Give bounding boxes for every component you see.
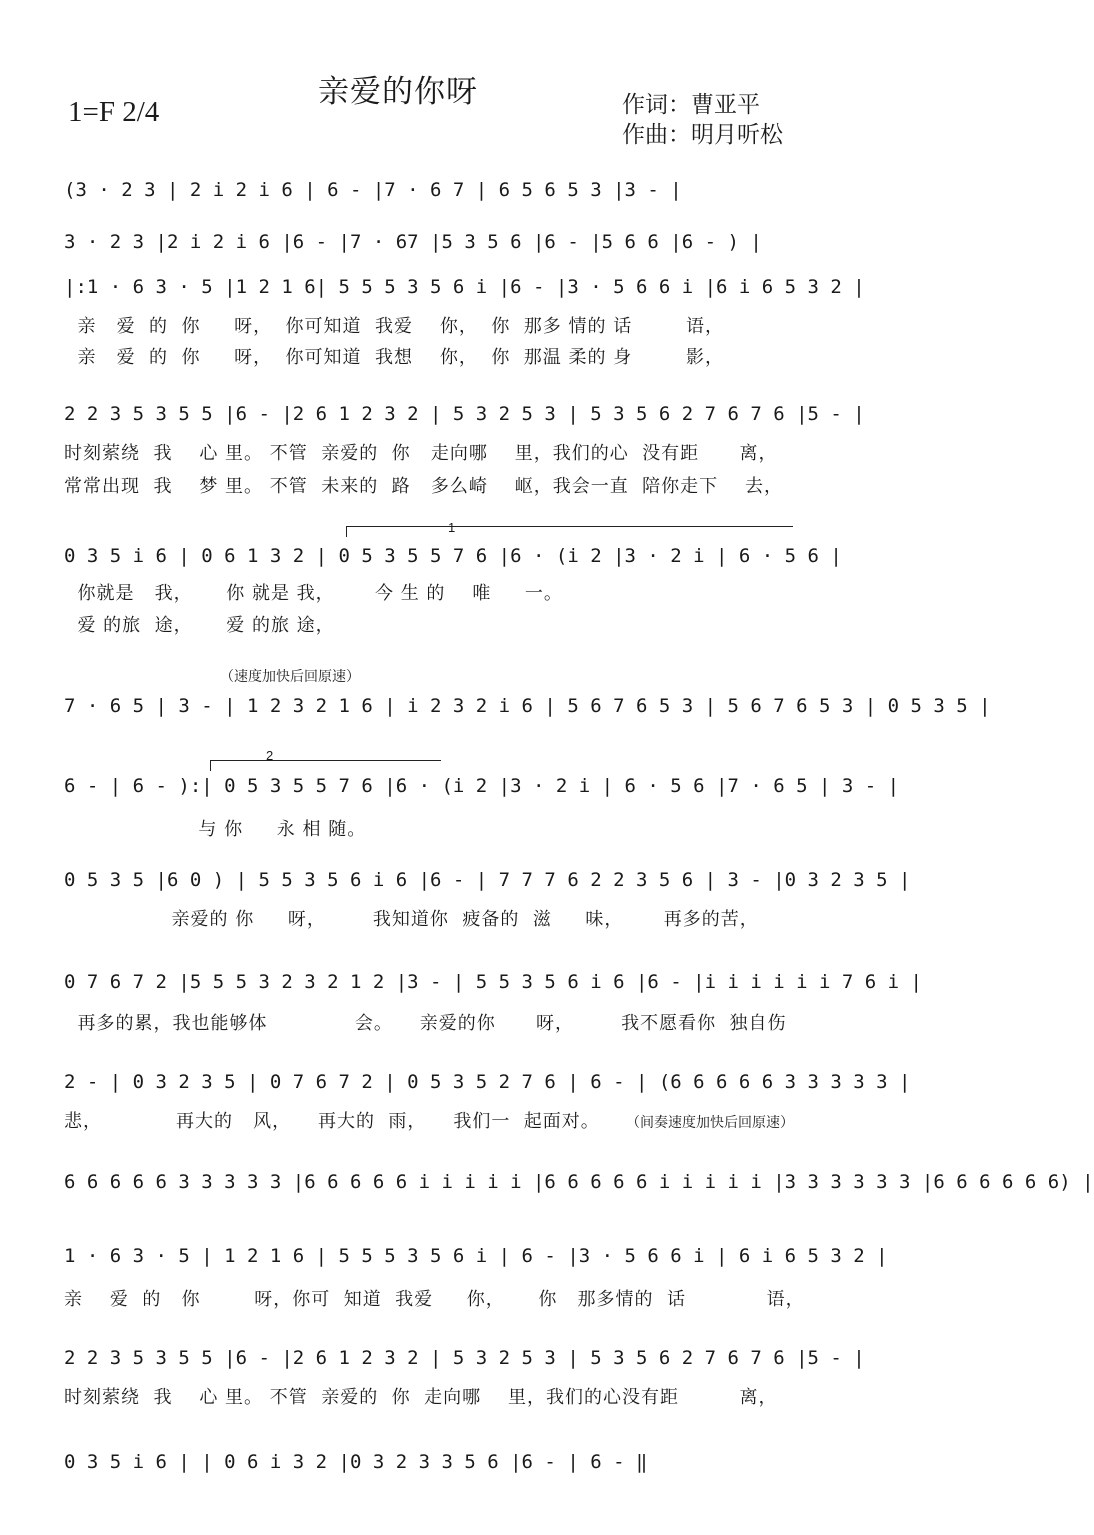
interlude-tempo-note: （间奏速度加快后回原速） [626, 1115, 794, 1131]
volta-bracket-1 [346, 526, 793, 537]
notation-line-5: 0 3 5 i 6 | 0 6 1 3 2 | 0 5 3 5 5 7 6 |6 · (i 2 |3 · 2 i | 6 · 5 6 | [64, 545, 842, 567]
lyric-line-11: 亲 爱 的 你 呀，你可 知道 我爱 你， 你 那多情的 话 语， [64, 1289, 805, 1310]
notation-line-7: 6 - | 6 - ):| 0 5 3 5 5 7 6 |6 · (i 2 |3 · 2 i | 6 · 5 6 |7 · 6 5 | 3 - | [64, 775, 900, 797]
composer-credit: 作曲：明月听松 [622, 122, 783, 148]
volta-number-2: 2 [266, 748, 274, 763]
lyric-line-9: 再多的累，我也能够体 会。 亲爱的你 呀， 我不愿看你 独自伤 [64, 1013, 787, 1034]
notation-line-13: 2 2 3 5 3 5 5 |6 - |2 6 1 2 3 2 | 5 3 2 5 3 | 5 3 5 6 2 7 6 7 6 |5 - | [64, 1347, 865, 1369]
lyricist-credit: 作词：曹亚平 [622, 92, 760, 118]
volta-bracket-2 [210, 760, 441, 771]
tempo-change-note: （速度加快后回原速） [220, 669, 360, 685]
notation-line-14: 0 3 5 i 6 | | 0 6 i 3 2 |0 3 2 3 3 5 6 |6 - | 6 - ‖ [64, 1451, 648, 1473]
notation-line-9: 0 7 6 7 2 |5 5 5 3 2 3 2 1 2 |3 - | 5 5 3 5 6 i 6 |6 - |i i i i i i 7 6 i | [64, 971, 922, 993]
notation-line-11: 6 6 6 6 6 3 3 3 3 3 |6 6 6 6 6 i i i i i |6 6 6 6 6 i i i i i |3 3 3 3 3 3 |6 6 6 6 6 6) | [64, 1171, 1094, 1193]
notation-line-12: 1 · 6 3 · 5 | 1 2 1 6 | 5 5 5 3 5 6 i | 6 - |3 · 5 6 6 i | 6 i 6 5 3 2 | [64, 1245, 888, 1267]
notation-line-8: 0 5 3 5 |6 0 ) | 5 5 3 5 6 i 6 |6 - | 7 7 7 6 2 2 3 5 6 | 3 - |0 3 2 3 5 | [64, 869, 911, 891]
lyric-line-7: 与 你 永 相 随。 [64, 819, 367, 840]
notation-line-6: 7 · 6 5 | 3 - | 1 2 3 2 1 6 | i 2 3 2 i 6 | 5 6 7 6 5 3 | 5 6 7 6 5 3 | 0 5 3 5 | [64, 695, 991, 717]
song-title: 亲爱的你呀 [318, 74, 478, 110]
notation-line-1: (3 · 2 3 | 2 i 2 i 6 | 6 - |7 · 6 7 | 6 5 6 5 3 |3 - | [64, 179, 682, 201]
lyric-line-3: 时刻萦绕 我 心 里。 不管 亲爱的 你 走向哪 里，我们的心 没有距 离， [64, 443, 778, 464]
key-signature: 1=F 2/4 [68, 96, 160, 128]
lyric-line-5: 你就是 我， 你 就是 我， 今 生 的 唯 一。 [64, 583, 563, 604]
notation-line-3: |:1 · 6 3 · 5 |1 2 1 6| 5 5 5 3 5 6 i |6 - |3 · 5 6 6 i |6 i 6 5 3 2 | [64, 276, 865, 298]
notation-line-2: 3 · 2 3 |2 i 2 i 6 |6 - |7 · 67 |5 3 5 6 |6 - |5 6 6 |6 - ) | [64, 231, 762, 253]
volta-number-1: 1 [448, 520, 456, 535]
lyric-line-4: 常常出现 我 梦 里。 不管 未来的 路 多么崎 岖，我会一直 陪你走下 去， [64, 476, 784, 497]
notation-line-4: 2 2 3 5 3 5 5 |6 - |2 6 1 2 3 2 | 5 3 2 5 3 | 5 3 5 6 2 7 6 7 6 |5 - | [64, 403, 865, 425]
notation-line-10: 2 - | 0 3 2 3 5 | 0 7 6 7 2 | 0 5 3 5 2 7 6 | 6 - | (6 6 6 6 6 3 3 3 3 3 | [64, 1071, 911, 1093]
lyric-line-10: 悲， 再大的 风， 再大的 雨， 我们一 起面对。 [64, 1111, 600, 1132]
lyric-line-8: 亲爱的 你 呀， 我知道你 疲备的 滋 味， 再多的苦， [64, 909, 759, 930]
lyric-line-2: 亲 爱 的 你 呀， 你可知道 我想 你， 你 那温 柔的 身 影， [64, 347, 724, 368]
lyric-line-1: 亲 爱 的 你 呀， 你可知道 我爱 你， 你 那多 情的 话 语， [64, 316, 724, 337]
lyric-line-12: 时刻萦绕 我 心 里。 不管 亲爱的 你 走向哪 里，我们的心没有距 离， [64, 1387, 778, 1408]
lyric-line-6: 爱 的旅 途， 爱 的旅 途， [64, 615, 335, 636]
